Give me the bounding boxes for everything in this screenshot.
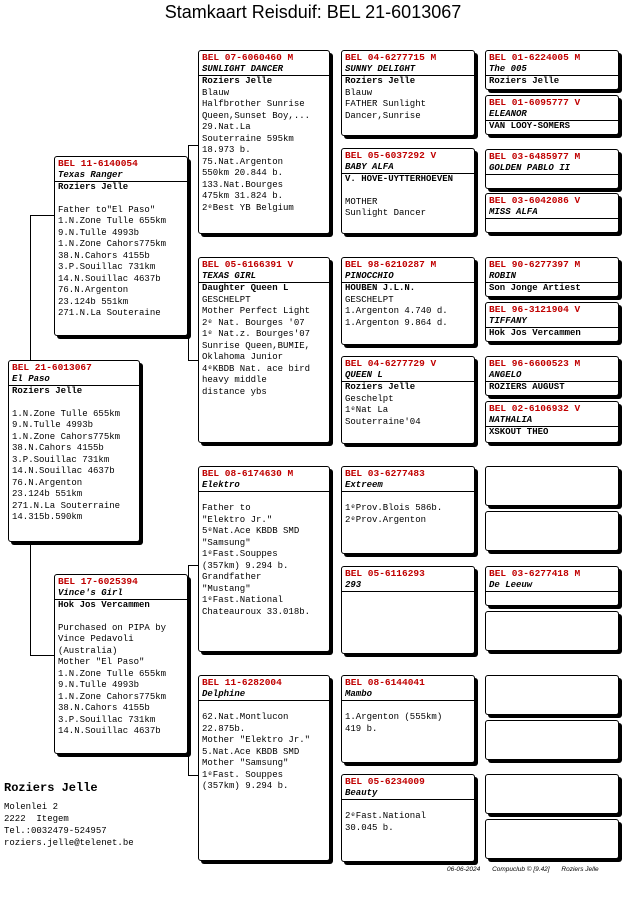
pigeon-name: ANGELO xyxy=(486,370,618,383)
ring-number: BEL 01-6095777 V xyxy=(489,97,581,108)
pigeon-name: El Paso xyxy=(9,374,139,387)
pedigree-card-gen5-15[interactable] xyxy=(485,774,619,814)
detail-line: 3.P.Souillac 731km xyxy=(12,454,110,465)
connector-line xyxy=(188,145,198,146)
owner-name: Roziers Jelle xyxy=(489,76,560,86)
pedigree-card-gen5-9[interactable] xyxy=(485,466,619,506)
pedigree-card-gen5-3[interactable] xyxy=(485,149,619,189)
pedigree-card-gen5-2[interactable] xyxy=(485,95,619,135)
pedigree-card-dam-sire[interactable] xyxy=(198,466,330,652)
detail-line: 14.N.Souillac 4637b xyxy=(58,726,161,736)
pedigree-card-gen5-7[interactable] xyxy=(485,356,619,396)
pedigree-card-gen5-5[interactable] xyxy=(485,257,619,297)
connector-line xyxy=(188,565,189,775)
detail-line: 3.P.Souillac 731km xyxy=(58,262,156,272)
detail-line: 1.N.Zone Cahors775km xyxy=(12,431,121,442)
connector-line xyxy=(188,565,198,566)
detail-line xyxy=(345,800,471,811)
detail-line: (Australia) xyxy=(58,645,118,656)
detail-line: 1.N.Zone Cahors775km xyxy=(58,239,167,249)
pedigree-card-gen4-6[interactable] xyxy=(341,566,475,654)
owner-name: Son Jonge Artiest xyxy=(489,283,581,293)
detail-line: 271.N.La Souterraine xyxy=(12,500,121,511)
detail-line: MOTHER xyxy=(345,196,378,207)
pedigree-card-gen5-16[interactable] xyxy=(485,819,619,859)
owner-name: Roziers Jelle xyxy=(345,382,416,392)
detail-line: Halfbrother Sunrise xyxy=(202,99,305,109)
detail-line: Vince Pedavoli xyxy=(58,634,134,644)
detail-line: 38.N.Cahors 4155b xyxy=(12,443,104,453)
detail-line: "Mustang" xyxy=(202,583,251,594)
owner-name: Roziers Jelle xyxy=(4,781,98,795)
detail-line: 9.N.Tulle 4993b xyxy=(58,227,140,238)
ring-number: BEL 05-6234009 xyxy=(345,776,425,787)
ring-number: BEL 01-6224005 M xyxy=(489,52,581,63)
owner-name: HOUBEN J.L.N. xyxy=(345,283,416,293)
connector-line xyxy=(30,215,54,216)
detail-line: FATHER Sunlight xyxy=(345,99,427,109)
detail-line: 2ᵉProv.Argenton xyxy=(345,514,427,525)
detail-line: Sunrise Queen,BUMIE, xyxy=(202,340,311,351)
ring-number: BEL 11-6140054 xyxy=(58,158,138,169)
ring-number: BEL 05-6116293 xyxy=(345,568,425,579)
detail-line: 14.315b.590km xyxy=(12,512,83,522)
owner-name: Roziers Jelle xyxy=(345,76,416,86)
detail-line: 3.P.Souillac 731km xyxy=(58,714,156,725)
detail-line: (357km) 9.294 b. xyxy=(202,781,289,791)
pigeon-name: 293 xyxy=(342,580,474,593)
pigeon-name: De Leeuw xyxy=(486,580,618,593)
pedigree-card-gen5-8[interactable] xyxy=(485,401,619,443)
pigeon-name: SUNNY DELIGHT xyxy=(342,64,474,77)
owner-name: Roziers Jelle xyxy=(58,182,129,192)
page-title: Stamkaart Reisduif: BEL 21-6013067 xyxy=(164,2,462,22)
ring-number: BEL 04-6277715 M xyxy=(345,52,437,63)
pigeon-name: Extreem xyxy=(342,480,474,493)
detail-line: 133.Nat.Bourges xyxy=(202,179,284,190)
detail-line: Mother "El Paso" xyxy=(58,657,145,667)
detail-line: Souterraine'04 xyxy=(345,416,421,427)
detail-line: Blauw xyxy=(345,87,373,98)
pedigree-card-gen5-6[interactable] xyxy=(485,302,619,342)
owner-address-block xyxy=(4,781,134,849)
pigeon-name: Delphine xyxy=(199,689,329,702)
detail-line xyxy=(202,701,326,712)
ring-number: BEL 21-6013067 xyxy=(12,362,92,373)
owner-name: Roziers Jelle xyxy=(12,386,83,396)
ring-number: BEL 96-6600523 M xyxy=(489,358,581,369)
pedigree-card-sire-dam[interactable] xyxy=(198,257,330,443)
ring-number: BEL 03-6485977 M xyxy=(489,151,581,162)
pigeon-name: MISS ALFA xyxy=(486,207,618,220)
detail-line: 4ᵉKBDB Nat. ace bird xyxy=(202,363,311,374)
detail-line: 38.N.Cahors 4155b xyxy=(58,250,150,261)
pedigree-card-gen5-14[interactable] xyxy=(485,720,619,760)
detail-line: (357km) 9.294 b. xyxy=(202,560,289,571)
detail-line: Geschelpt xyxy=(345,393,394,404)
connector-line xyxy=(30,215,31,365)
pigeon-name: GOLDEN PABLO II xyxy=(486,163,618,176)
ring-number: BEL 03-6042086 V xyxy=(489,195,581,206)
ring-number: BEL 08-6144041 xyxy=(345,677,425,688)
detail-line: 5.Nat.Ace KBDB SMD xyxy=(202,746,300,757)
ring-number: BEL 07-6060460 M xyxy=(202,52,294,63)
footer xyxy=(447,866,609,873)
detail-line: 1.N.Zone Cahors775km xyxy=(58,691,167,702)
pedigree-card-gen4-2[interactable] xyxy=(341,148,475,234)
detail-line: 30.045 b. xyxy=(345,822,394,833)
owner-name: ROZIERS AUGUST xyxy=(489,382,565,392)
detail-line: distance ybs xyxy=(202,386,267,397)
detail-line xyxy=(202,492,326,503)
detail-line: 2ᵉFast.National xyxy=(345,811,427,821)
detail-line: 23.124b 551km xyxy=(12,489,83,499)
pigeon-name: QUEEN L xyxy=(342,370,474,383)
pedigree-card-father[interactable] xyxy=(54,156,188,336)
pigeon-name: SUNLIGHT DANCER xyxy=(199,64,329,77)
owner-name: Hok Jos Vercammen xyxy=(58,600,150,610)
detail-line xyxy=(12,398,136,409)
detail-line: Blauw xyxy=(202,87,230,98)
pigeon-name: PINOCCHIO xyxy=(342,271,474,284)
pedigree-card-dam-dam[interactable] xyxy=(198,675,330,861)
detail-line: Mother "Elektro Jr." xyxy=(202,735,311,745)
owner-phone: Tel.:0032479-524957 xyxy=(4,826,107,836)
detail-line: 9.N.Tulle 4993b xyxy=(12,420,94,430)
pedigree-card-gen5-12[interactable] xyxy=(485,611,619,651)
detail-line xyxy=(345,186,471,197)
ring-number: BEL 90-6277397 M xyxy=(489,259,581,270)
pigeon-name: TEXAS GIRL xyxy=(199,271,329,284)
detail-line: 271.N.La Souteraine xyxy=(58,308,161,318)
footer-owner: Roziers Jelle xyxy=(561,866,599,873)
detail-line: 1ᵉFast. Souppes xyxy=(202,769,284,780)
pigeon-name: Beauty xyxy=(342,788,474,801)
ring-number: BEL 11-6282004 xyxy=(202,677,282,688)
owner-name: XSKOUT THEO xyxy=(489,427,549,437)
owner-street: Molenlei 2 xyxy=(4,802,59,812)
ring-number: BEL 08-6174630 M xyxy=(202,468,294,479)
pedigree-card-gen4-5[interactable] xyxy=(341,466,475,554)
pedigree-card-gen4-4[interactable] xyxy=(341,356,475,444)
detail-line xyxy=(345,701,471,712)
detail-line: 1.N.Zone Tulle 655km xyxy=(58,216,167,226)
pigeon-name: Texas Ranger xyxy=(55,170,187,183)
print-date: 06-06-2024 xyxy=(447,866,481,873)
pigeon-name: Mambo xyxy=(342,689,474,702)
detail-line: Sunlight Dancer xyxy=(345,208,427,218)
detail-line: 1.N.Zone Tulle 655km xyxy=(12,408,121,419)
detail-line: 419 b. xyxy=(345,723,378,734)
detail-line: 1ᵉFast.Souppes xyxy=(202,549,278,559)
pigeon-name: Elektro xyxy=(199,480,329,493)
pedigree-card-gen5-1[interactable] xyxy=(485,50,619,90)
detail-line: 76.N.Argenton xyxy=(12,477,83,488)
ring-number: BEL 96-3121904 V xyxy=(489,304,581,315)
owner-name: Roziers Jelle xyxy=(202,76,273,86)
pedigree-card-subject[interactable] xyxy=(8,360,140,542)
detail-line: 23.124b 551km xyxy=(58,296,129,307)
detail-line: Souterraine 595km xyxy=(202,133,294,144)
detail-line: GESCHELPT xyxy=(202,294,251,305)
detail-line: 76.N.Argenton xyxy=(58,285,129,295)
detail-line: "Elektro Jr." xyxy=(202,514,273,525)
ring-number: BEL 04-6277729 V xyxy=(345,358,437,369)
pedigree-card-gen4-7[interactable] xyxy=(341,675,475,763)
ring-number: BEL 05-6166391 V xyxy=(202,259,294,270)
pigeon-name: ROBIN xyxy=(486,271,618,284)
detail-line: 18.973 b. xyxy=(202,145,251,155)
owner-name: Hok Jos Vercammen xyxy=(489,328,581,338)
detail-line: 1ᵉFast.National xyxy=(202,595,284,605)
detail-line: 1.N.Zone Tulle 655km xyxy=(58,668,167,679)
detail-line: 2ᵉ Nat. Bourges '07 xyxy=(202,317,305,328)
detail-line xyxy=(58,194,184,205)
pigeon-name: TIFFANY xyxy=(486,316,618,329)
detail-line: 1.Argenton 4.740 d. xyxy=(345,306,448,316)
detail-line: "Samsung" xyxy=(202,537,251,548)
detail-line: Mother Perfect Light xyxy=(202,306,311,316)
detail-line: Purchased on PIPA by xyxy=(58,622,167,633)
pigeon-name: ELEANOR xyxy=(486,109,618,122)
detail-line: 75.Nat.Argenton xyxy=(202,156,284,167)
detail-line: 29.Nat.La xyxy=(202,122,251,132)
detail-line: Grandfather xyxy=(202,572,262,582)
connector-line xyxy=(30,655,54,656)
detail-line: 1.Argenton (555km) xyxy=(345,712,443,722)
detail-line: 1ᵉ Nat.z. Bourges'07 xyxy=(202,329,311,339)
owner-name: V. HOVE-UYTTERHOEVEN xyxy=(345,174,454,184)
pedigree-card-gen5-4[interactable] xyxy=(485,193,619,233)
owner-email: roziers.jelle@telenet.be xyxy=(4,838,134,848)
connector-line xyxy=(188,360,198,361)
pigeon-name: The 005 xyxy=(486,64,618,77)
pigeon-name: NATHALIA xyxy=(486,415,618,428)
detail-line xyxy=(345,492,471,503)
detail-line: Father to xyxy=(202,503,251,513)
detail-line: 14.N.Souillac 4637b xyxy=(12,466,115,476)
pedigree-card-mother[interactable] xyxy=(54,574,188,754)
pedigree-card-gen4-1[interactable] xyxy=(341,50,475,136)
detail-line: 1.Argenton 9.864 d. xyxy=(345,317,448,328)
pigeon-name: Vince's Girl xyxy=(55,588,187,601)
detail-line: GESCHELPT xyxy=(345,294,394,305)
software-credit: Compuclub © [9.42] xyxy=(492,866,550,873)
ring-number: BEL 02-6106932 V xyxy=(489,403,581,414)
pedigree-card-gen4-8[interactable] xyxy=(341,774,475,862)
pedigree-card-gen5-11[interactable] xyxy=(485,566,619,606)
ring-number: BEL 17-6025394 xyxy=(58,576,138,587)
detail-line: Chateauroux 33.018b. xyxy=(202,606,311,617)
detail-line: Queen,Sunset Boy,... xyxy=(202,110,311,121)
detail-line: Oklahoma Junior xyxy=(202,352,284,362)
detail-line: Dancer,Sunrise xyxy=(345,110,421,121)
ring-number: BEL 03-6277483 xyxy=(345,468,425,479)
ring-number: BEL 05-6037292 V xyxy=(345,150,437,161)
pedigree-card-sire-sire[interactable] xyxy=(198,50,330,234)
owner-city: 2222 Itegem xyxy=(4,814,69,824)
ring-number: BEL 98-6210287 M xyxy=(345,259,437,270)
detail-line: 1ᵉProv.Blois 586b. xyxy=(345,503,443,513)
detail-line xyxy=(58,612,184,623)
detail-line: 62.Nat.Montlucon xyxy=(202,712,289,722)
detail-line: 2ᵉBest YB Belgium xyxy=(202,202,294,213)
detail-line: 1ᵉNat La xyxy=(345,405,389,415)
pedigree-card-gen5-13[interactable] xyxy=(485,675,619,715)
detail-line: heavy middle xyxy=(202,375,267,385)
detail-line: Father to"El Paso" xyxy=(58,204,156,215)
owner-name: VAN LOOY-SOMERS xyxy=(489,121,571,131)
detail-line: 38.N.Cahors 4155b xyxy=(58,703,150,713)
pigeon-name: BABY ALFA xyxy=(342,162,474,175)
detail-line: 14.N.Souillac 4637b xyxy=(58,273,161,284)
connector-line xyxy=(188,145,189,360)
detail-line: 22.875b. xyxy=(202,723,246,734)
detail-line: 5ᵉNat.Ace KBDB SMD xyxy=(202,526,300,536)
detail-line: 9.N.Tulle 4993b xyxy=(58,680,140,690)
detail-line: 475km 31.824 b. xyxy=(202,191,284,201)
connector-line xyxy=(30,545,31,655)
connector-line xyxy=(188,775,198,776)
pedigree-card-gen4-3[interactable] xyxy=(341,257,475,345)
owner-name: Daughter Queen L xyxy=(202,283,289,293)
ring-number: BEL 03-6277418 M xyxy=(489,568,581,579)
detail-line: Mother "Samsung" xyxy=(202,758,289,768)
detail-line: 550km 20.844 b. xyxy=(202,168,284,178)
pedigree-card-gen5-10[interactable] xyxy=(485,511,619,551)
